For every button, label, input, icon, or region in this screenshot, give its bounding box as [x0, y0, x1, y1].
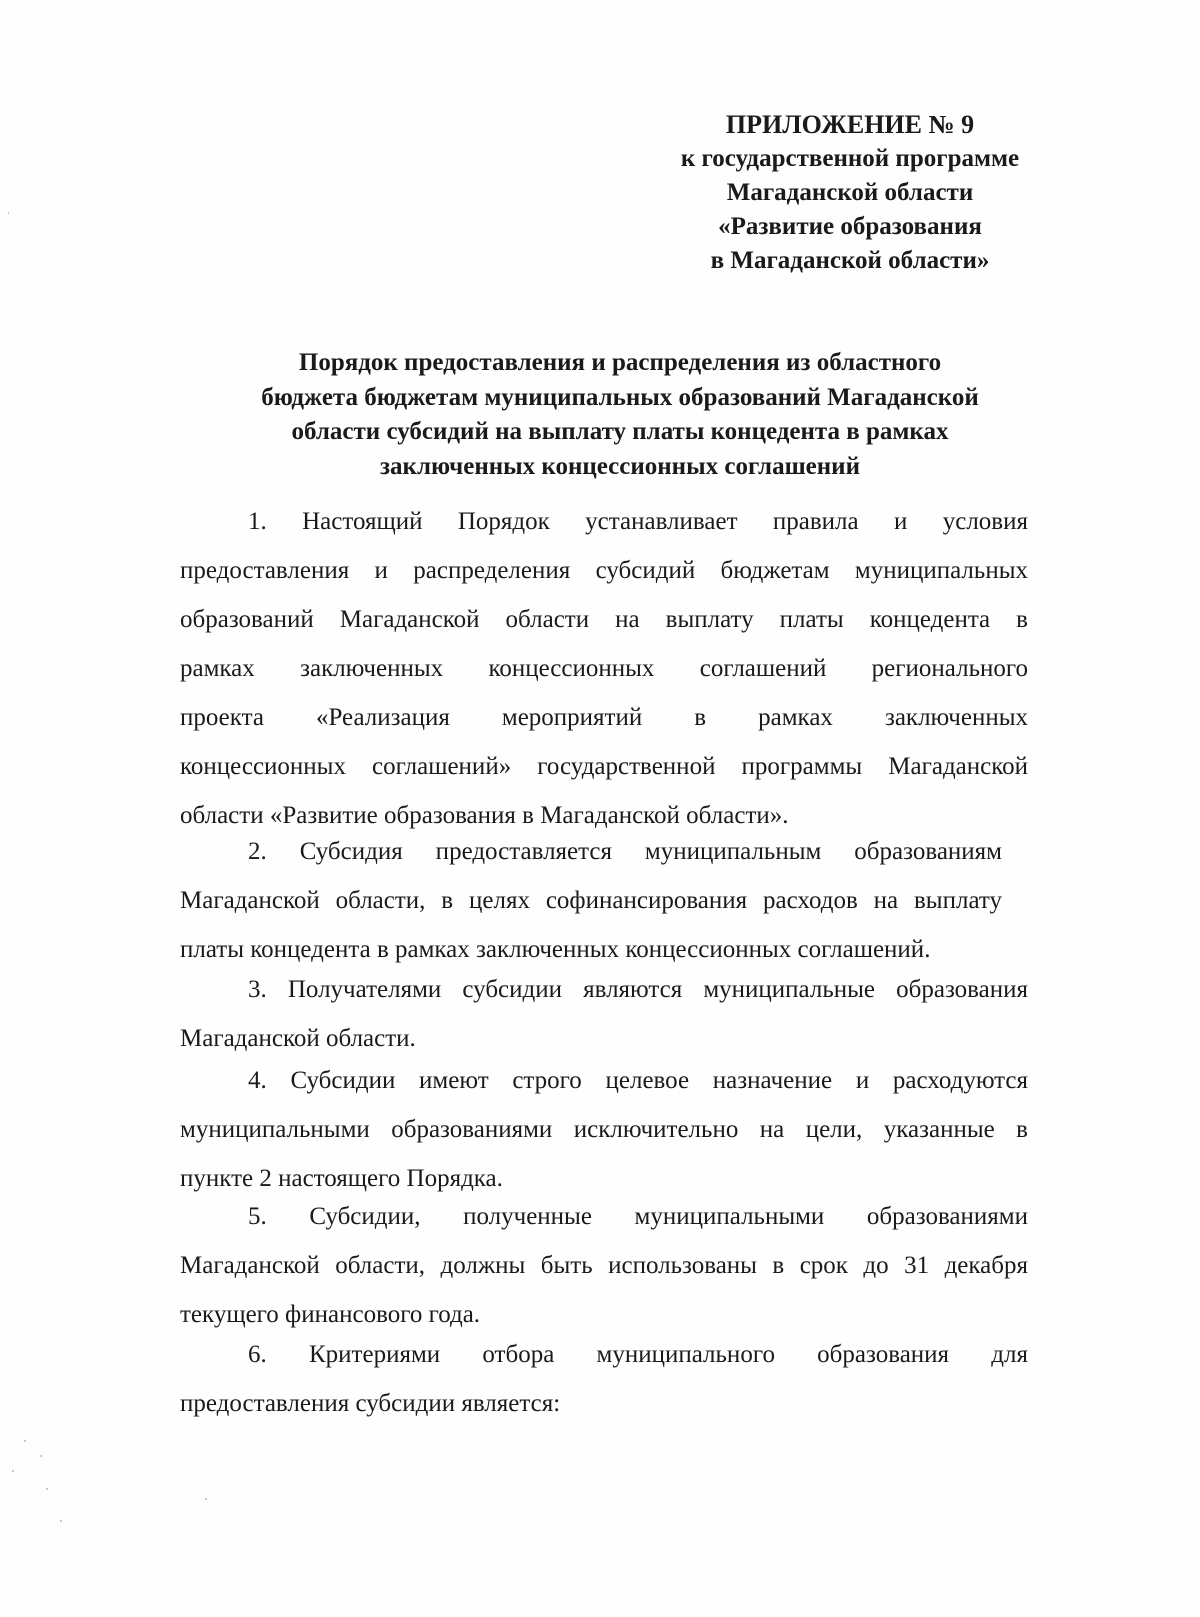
appendix-line: «Развитие образования	[718, 213, 982, 240]
paragraph-line: Магаданской области, должны быть использованы в срок до 31 декабря	[180, 1252, 1028, 1279]
appendix-number: ПРИЛОЖЕНИЕ № 9	[725, 110, 975, 139]
paragraph-line: 4. Субсидии имеют строго целевое назначение и расходуются	[248, 1067, 1028, 1094]
paragraph-line: рамках заключенных концессионных соглашений регионального	[180, 655, 1028, 682]
paragraph-line: области «Развитие образования в Магаданской области».	[180, 802, 789, 829]
paragraph-line: 3. Получателями субсидии являются муниципальные образования	[248, 976, 1028, 1003]
paragraph-line: 2. Субсидия предоставляется муниципальным образованиям	[248, 838, 1002, 865]
scan-speck	[205, 1498, 207, 1500]
appendix-line: в Магаданской области»	[710, 247, 990, 274]
title-line: заключенных концессионных соглашений	[380, 452, 860, 480]
paragraph-line: пункте 2 настоящего Порядка.	[180, 1165, 503, 1192]
title-line: бюджета бюджетам муниципальных образований Магаданской	[261, 383, 979, 411]
scan-speck	[8, 212, 9, 214]
scan-speck	[12, 1470, 14, 1472]
title-line: области субсидий на выплату платы концедента в рамках	[291, 418, 949, 445]
appendix-line: к государственной программе	[680, 145, 1020, 172]
title-line: Порядок предоставления и распределения из областного	[298, 349, 942, 376]
paragraph-4	[180, 1056, 1028, 1203]
paragraph-2	[180, 827, 1002, 974]
paragraph-5	[180, 1192, 1028, 1339]
paragraph-line: проекта «Реализация мероприятий в рамках заключенных	[180, 704, 1028, 731]
paragraph-line: 6. Критериями отбора муниципального образования для	[248, 1341, 1028, 1368]
scan-speck	[60, 1520, 62, 1522]
scan-speck	[40, 1455, 42, 1457]
paragraph-line: 1. Настоящий Порядок устанавливает правила и условия	[248, 508, 1028, 535]
paragraph-1	[180, 497, 1028, 840]
paragraph-line: предоставления и распределения субсидий бюджетам муниципальных	[180, 557, 1028, 584]
paragraph-6	[180, 1330, 1028, 1428]
scan-speck	[24, 1440, 26, 1442]
paragraph-line: муниципальными образованиями исключительно на цели, указанные в	[180, 1116, 1028, 1143]
appendix-line: Магаданской области	[726, 179, 974, 206]
scan-speck	[46, 1488, 48, 1490]
paragraph-line: 5. Субсидии, полученные муниципальными образованиями	[248, 1203, 1028, 1230]
paragraph-line: платы концедента в рамках заключенных концессионных соглашений.	[180, 936, 931, 963]
paragraph-line: концессионных соглашений» государственной программы Магаданской	[180, 753, 1028, 780]
paragraph-line: Магаданской области, в целях софинансирования расходов на выплату	[180, 887, 1002, 914]
paragraph-line: образований Магаданской области на выплату платы концедента в	[180, 606, 1028, 633]
paragraph-line: предоставления субсидии является:	[180, 1390, 561, 1417]
paragraph-line: Магаданской области.	[180, 1025, 416, 1052]
paragraph-3	[180, 965, 1028, 1063]
paragraph-line: текущего финансового года.	[180, 1301, 481, 1328]
